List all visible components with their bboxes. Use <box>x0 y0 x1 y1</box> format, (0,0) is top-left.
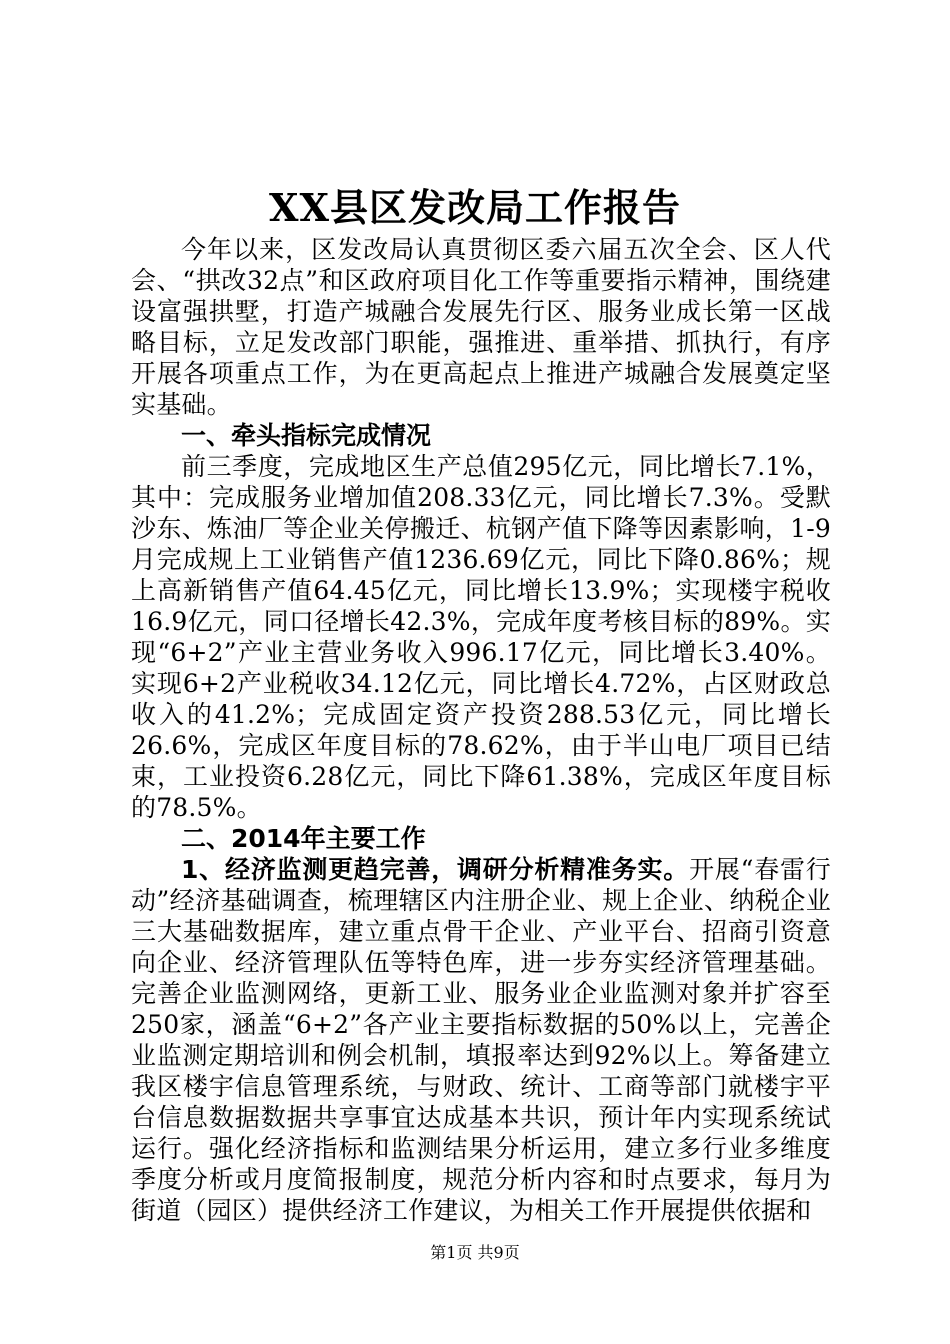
item-body-text: 开展“春雷行动”经济基础调查，梳理辖区内注册企业、规上企业、纳税企业三大基础数据库，建立重点骨干企业、产业平台、招商引资意向企业、经济管理队伍等特色库，进一步夯实经济管理基础。完善企业监测网络，更新工业、服务业企业监测对象并扩容至250家，涵盖“6+2”各产业主要指标数据的50%以上，完善企业监测定期培训和例会机制，填报率达到92%以上。筹备建立我区楼宇信息管理系统，与财政、统计、工商等部门就楼宇平台信息数据数据共享事宜达成基本共识，预计年内实现系统试运行。强化经济指标和监测结果分析运用，建立多行业多维度季度分析或月度简报制度，规范分析内容和时点要求，每月为街道（园区）提供经济工作建议，为相关工作开展提供依据和 <box>131 855 831 1225</box>
intro-paragraph: 今年以来，区发改局认真贯彻区委六届五次全会、区人代会、“拱改32点”和区政府项目化工作等重要指示精神，围绕建设富强拱墅，打造产城融合发展先行区、服务业成长第一区战略目标，立足发改部门职能，强推进、重举措、抓执行，有序开展各项重点工作，为在更高起点上推进产城融合发展奠定坚实基础。 <box>131 235 831 419</box>
document-title: XX县区发改局工作报告 <box>269 185 681 230</box>
item-lead-sentence: 1、经济监测更趋完善，调研分析精准务实。 <box>181 855 690 884</box>
main-work-paragraph <box>131 854 831 1226</box>
page-footer: 第1页 共9页 <box>430 1243 520 1262</box>
section-heading-indicators: 一、牵头指标完成情况 <box>181 421 432 450</box>
indicators-paragraph: 前三季度，完成地区生产总值295亿元，同比增长7.1%，其中：完成服务业增加值208.33亿元，同比增长7.3%。受默沙东、炼油厂等企业关停搬迁、杭钢产值下降等因素影响，1-9月完成规上工业销售产值1236.69亿元，同比下降0.86%；规上高新销售产值64.45亿元，同比增长13.9%；实现楼宇税收16.9亿元，同口径增长42.3%，完成年度考核目标的89%。实现“6+2”产业主营业务收入996.17亿元，同比增长3.40%。实现6+2产业税收34.12亿元，同比增长4.72%，占区财政总收入的41.2%；完成固定资产投资288.53亿元，同比增长26.6%，完成区年度目标的78.62%，由于半山电厂项目已结束，工业投资6.28亿元，同比下降61.38%，完成区年度目标的78.5%。 <box>131 452 831 822</box>
section-heading-main-work: 二、2014年主要工作 <box>181 824 426 853</box>
document-body <box>131 234 831 1226</box>
